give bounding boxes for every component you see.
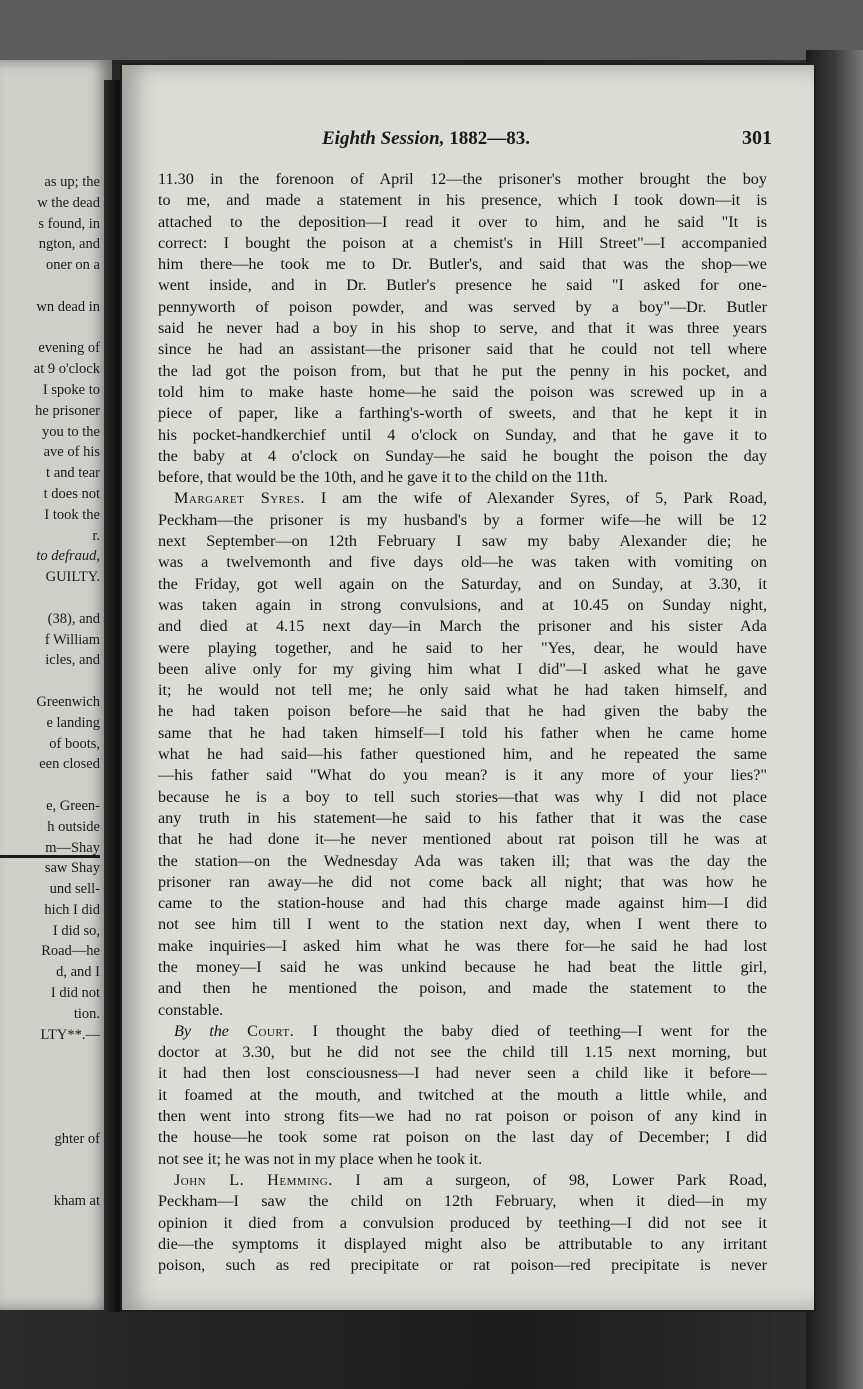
text-line: the baby at 4 o'clock on Sunday—he said he bought the poison the day [158, 446, 767, 465]
text-line: since he had an assistant—the prisoner said that he could not tell where [158, 340, 767, 359]
text-line: pennyworth of poison powder, and was served by a boy"—Dr. Butler [158, 297, 767, 316]
text-line: the house—he took some rat poison on the last day of December; I did [158, 1128, 767, 1147]
left-page-divider [0, 855, 100, 858]
text-line: it; he would not tell me; he only said what he had taken himself, and [158, 681, 767, 700]
text-line: doctor at 3.30, but he did not see the child till 1.15 next morning, but [158, 1043, 767, 1062]
text-line: Peckham—the prisoner is my husband's by a former wife—he will be 12 [158, 510, 767, 529]
text-line: the lad got the poison from, but that he put the penny in his pocket, and [158, 361, 767, 380]
paragraph-1 [158, 169, 767, 488]
left-text-fragment: ngton, and [38, 236, 100, 253]
left-text-fragment: und sell- [49, 881, 100, 898]
left-text-fragment: t and tear [46, 465, 100, 482]
page-edge [806, 50, 863, 1389]
left-text-fragment: r. [92, 527, 100, 544]
text-line: it had then lost consciousness—I had never seen a child like it before— [158, 1064, 767, 1083]
left-text-fragment: GUILTY. [45, 569, 100, 586]
text-line: what he had said—his father questioned him, and he repeated the same [158, 745, 767, 764]
left-text-fragment: ghter of [54, 1130, 100, 1147]
left-text-fragment [0, 1149, 100, 1170]
text-line: was a twelvemonth and five days old—he was taken with vomiting on [158, 553, 767, 572]
left-text-fragment: to defraud, [36, 548, 100, 565]
left-text-fragment [0, 1170, 100, 1191]
running-head [322, 128, 530, 150]
right-page [122, 65, 814, 1310]
text-line: before, that would be the 10th, and he gave it to the child on the 11th. [158, 468, 608, 487]
left-text-fragment: he prisoner [35, 402, 100, 419]
session-title: Eighth Session, [322, 128, 445, 149]
paragraph-3 [158, 1021, 767, 1170]
text-line: correct: I bought the poison at a chemist's in Hill Street"—I accompanied [158, 233, 767, 252]
text-line: because he is a boy to tell such stories—that was why I did not place [158, 787, 767, 806]
left-text-fragment: I spoke to [42, 381, 100, 398]
text-line: was taken again in strong convulsions, and at 10.45 on Sunday night, [158, 595, 767, 614]
witness-name: John L. Hemming. [174, 1170, 333, 1189]
court-label: Court. [247, 1021, 295, 1040]
left-text-fragment: e, Green- [46, 797, 100, 814]
text-line: went inside, and in Dr. Butler's presence he said "I asked for one- [158, 276, 767, 295]
text-line: not see it; he was not in my place when he took it. [158, 1149, 483, 1168]
left-text-fragment: w the dead [37, 194, 100, 211]
para2-first-line [158, 488, 767, 509]
para2-first-text: I am the wife of Alexander Syres, of 5, Park Road, [320, 489, 767, 508]
left-text-fragment: icles, and [45, 652, 100, 669]
left-text-fragment [0, 671, 100, 692]
text-line: make inquiries—I asked him what he was there for—he said he had lost [158, 936, 767, 955]
para4-first-line [158, 1170, 767, 1191]
left-text-fragment: h outside [47, 818, 100, 835]
left-text-fragment: m—Shay [45, 839, 100, 856]
text-line: opinion it died from a convulsion produced by teething—I did not see it [158, 1213, 767, 1232]
table-surface [0, 0, 863, 60]
left-text-fragment [0, 1108, 100, 1129]
text-line: been alive only for my giving him what I did"—I asked what he gave [158, 659, 767, 678]
left-text-fragment: d, and I [56, 964, 100, 981]
text-line: prisoner ran away—he did not come back all night; that was how he [158, 872, 767, 891]
text-line: 11.30 in the forenoon of April 12—the prisoner's mother brought the boy [158, 170, 767, 188]
text-line: came to the station-house and had this charge made against him—I did [158, 894, 767, 913]
left-text-fragment [0, 276, 100, 297]
left-text-fragment: Road—he [41, 943, 100, 960]
text-line: told him to make haste home—he said the poison was screwed up in a [158, 382, 767, 401]
paragraph-2 [158, 488, 767, 1020]
page-header [322, 127, 772, 150]
left-text-fragment: f William [44, 631, 100, 648]
left-text-fragment: of boots, [49, 735, 100, 752]
para3-first-line [158, 1021, 767, 1042]
left-text-fragment: kham at [53, 1193, 100, 1210]
text-line: not see him till I went to the station next day, when I went there to [158, 915, 767, 934]
text-line: poison, such as red precipitate or rat poison—red precipitate is never [158, 1256, 767, 1275]
text-line: said he never had a boy in his shop to serve, and that it was three years [158, 319, 767, 338]
witness-name: Margaret Syres. [174, 489, 305, 508]
text-line: and died at 4.15 next day—in March the prisoner and his sister Ada [158, 617, 767, 636]
left-text-fragment [0, 1087, 100, 1108]
left-text-fragment [0, 318, 100, 339]
left-text-fragment: oner on a [46, 257, 100, 274]
text-line: the station—on the Wednesday Ada was taken ill; that was the day the [158, 851, 767, 870]
left-text-fragment: at 9 o'clock [33, 361, 100, 378]
left-text-fragment [0, 588, 100, 609]
left-text-fragment: (38), and [47, 610, 100, 627]
left-text-fragment: s found, in [38, 215, 100, 232]
paragraph-4 [158, 1170, 767, 1276]
left-text-fragment: saw Shay [44, 860, 100, 877]
by-the-label: By the [174, 1021, 229, 1040]
text-line: any truth in his statement—he said to his father that it was the case [158, 808, 767, 827]
text-line: it foamed at the mouth, and twitched at the mouth a little while, and [158, 1085, 767, 1104]
text-line: same that he had taken himself—I told his father when he came home [158, 723, 767, 742]
text-line: his pocket-handkerchief until 4 o'clock on Sunday, and that he gave it to [158, 425, 767, 444]
session-year: 1882—83. [449, 128, 530, 149]
text-line: that he had done it—he never mentioned about rat poison till he was at [158, 830, 767, 849]
text-line: —his father said "What do you mean? is it any more of your lies?" [158, 766, 767, 785]
left-text-fragment: wn dead in [36, 298, 100, 315]
page-number: 301 [742, 127, 772, 149]
text-line: constable. [158, 1000, 224, 1019]
text-line: next September—on 12th February I saw my baby Alexander die; he [158, 532, 767, 551]
left-text-fragment: tion. [73, 1005, 100, 1022]
text-line: to me, and made a statement in his presence, which I took down—it is [158, 191, 767, 210]
text-line: were playing together, and he said to her "Yes, dear, he would have [158, 638, 767, 657]
left-text-fragment: I took the [44, 506, 100, 523]
para3-first-text: I thought the baby died of teething—I went for the [312, 1021, 767, 1040]
left-text-fragment: hich I did [44, 901, 100, 918]
left-text-fragment [0, 1045, 100, 1066]
left-text-fragment: you to the [42, 423, 100, 440]
left-text-fragment: Greenwich [36, 693, 100, 710]
left-text-fragment: e landing [46, 714, 100, 731]
text-line: him there—he took me to Dr. Butler's, and said that was the shop—we [158, 255, 767, 274]
left-text-fragment: een closed [39, 756, 100, 773]
left-page-text [0, 172, 100, 1212]
left-text-fragment [0, 1066, 100, 1087]
para4-first-text: I am a surgeon, of 98, Lower Park Road, [355, 1170, 767, 1189]
left-text-fragment [0, 775, 100, 796]
left-text-fragment: I did not [50, 985, 100, 1002]
left-text-fragment: I did so, [52, 922, 100, 939]
left-text-fragment: ave of his [43, 444, 100, 461]
text-line: piece of paper, like a farthing's-worth of sweets, and that he kept it in [158, 404, 767, 423]
text-line: the Friday, got well again on the Saturday, and on Sunday, at 3.30, it [158, 574, 767, 593]
text-line: he had taken poison before—he said that he had given the baby the [158, 702, 767, 721]
left-text-fragment: as up; the [44, 174, 100, 190]
left-text-fragment: evening of [38, 340, 100, 357]
page-body [158, 169, 767, 1276]
text-line: die—the symptoms it displayed might also be attributable to any irritant [158, 1234, 767, 1253]
text-line: then went into strong fits—we had no rat poison or poison of any kind in [158, 1107, 767, 1126]
text-line: and then he mentioned the poison, and made the statement to the [158, 979, 767, 998]
text-line: Peckham—I saw the child on 12th February, when it died—in my [158, 1192, 767, 1211]
text-line: attached to the deposition—I read it over to him, and he said "It is [158, 212, 767, 231]
left-page [0, 60, 112, 1310]
text-line: the money—I said he was unkind because he had beat the little girl, [158, 957, 767, 976]
left-text-fragment: t does not [43, 485, 100, 502]
left-text-fragment: LTY**.— [40, 1026, 100, 1043]
